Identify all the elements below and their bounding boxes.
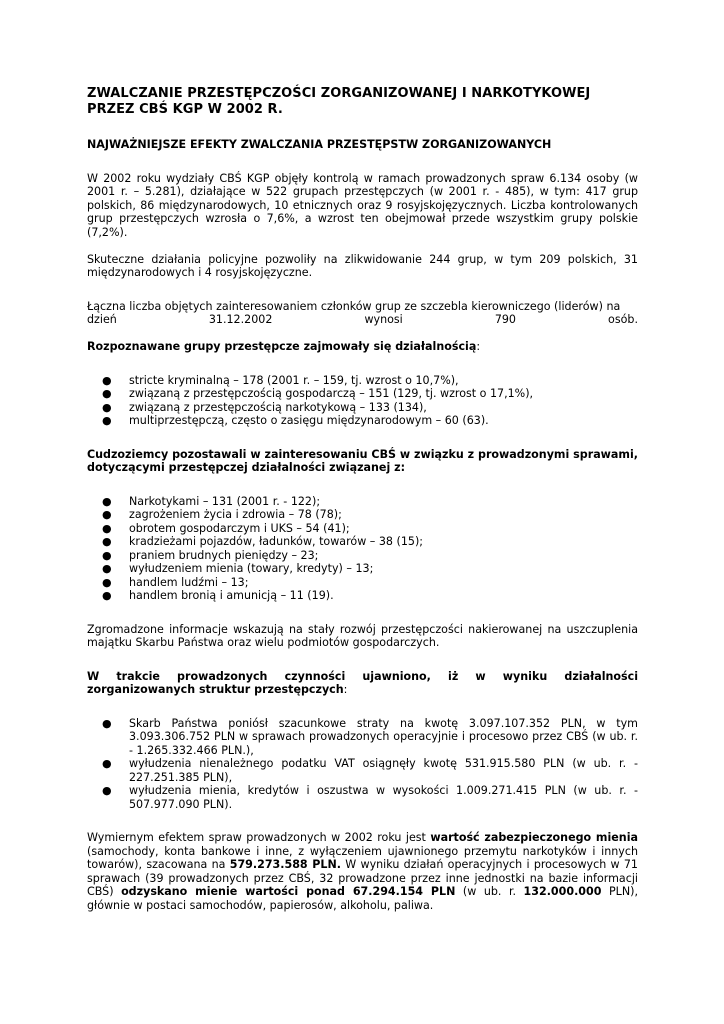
bullet-icon: ● [102,535,112,548]
document-page [87,86,638,912]
leaders-line-1: Łączna liczba objętych zainteresowaniem członków grup ze szczebla kierowniczego (liderów) na [87,299,621,313]
list-item: ● wyłudzenia mienia, kredytów i oszustwa w wysokości 1.009.271.415 PLN (w ub. r. - 507.977.090 PLN). [102,784,638,811]
list-item: ● zagrożeniem życia i zdrowia – 78 (78); [102,508,342,521]
losses-heading: W trakcie prowadzonych czynności ujawniono, iż w wyniku działalności zorganizowanych struktur przestępczych: [87,669,638,696]
list-item: ● handlem bronią i amunicją – 11 (19). [102,589,334,602]
list-item: ● stricte kryminalną – 178 (2001 r. – 159, tj. wzrost o 10,7%), [102,373,459,387]
list-item: ● obrotem gospodarczym i UKS – 54 (41); [102,521,350,535]
document-title [87,86,638,118]
paragraph-trend: Zgromadzone informacje wskazują na stały rozwój przestępczości nakierowanej na uszczuplenia majątku Skarbu Państwa oraz wielu podmiotów gospodarczych. [87,622,638,649]
bullet-icon: ● [102,508,112,521]
groups-heading [87,340,638,354]
foreigners-heading: Cudzoziemcy pozostawali w zainteresowaniu CBŚ w związku z prowadzonymi sprawami, dotyczącymi przestępczej działalności związanej z: [87,447,638,474]
list-item: ● związaną z przestępczością gospodarczą – 151 (129, tj. wzrost o 17,1%), [102,387,534,400]
losses-list [87,717,638,812]
list-item: ● kradzieżami pojazdów, ładunków, towarów – 38 (15); [102,535,424,548]
list-item: ● Narkotykami – 131 (2001 r. - 122); [102,494,321,508]
bullet-icon: ● [102,589,112,602]
list-item: ● multiprzestępczą, często o zasięgu międzynarodowym – 60 (63). [102,414,489,427]
section-subtitle: NAJWAŻNIEJSZE EFEKTY ZWALCZANIA PRZESTĘPSTW ZORGANIZOWANYCH [87,138,552,151]
bullet-icon: ● [102,548,112,562]
bullet-icon: ● [102,414,112,427]
bullet-icon: ● [102,575,112,589]
bullet-icon: ● [102,757,112,770]
list-item: ● związaną z przestępczością narkotykową – 133 (134), [102,400,427,414]
leaders-word: 790 [494,313,516,326]
bullet-icon: ● [102,373,112,387]
bullet-icon: ● [102,494,112,508]
paragraph-liquidated-groups: Skuteczne działania policyjne pozwoliły na zlikwidowanie 244 grup, w tym 209 polskich, 31 międzynarodowych i 4 rosyjskojęzyczne. [87,252,638,279]
bullet-icon: ● [102,387,112,400]
groups-heading-text: Rozpoznawane grupy przestępcze zajmowały się działalnością [87,340,477,353]
title-line-2: PRZEZ CBŚ KGP W 2002 R. [87,102,283,117]
paragraph-secured-assets: Wymiernym efektem spraw prowadzonych w 2002 roku jest wartość zabezpieczonego mienia (samochody, konta bankowe i inne, z wyłączeniem ujawnionego przemytu narkotyków i innych towarów), szacowana na 579.273.588 PLN. W wyniku działań operacyjnych i procesowych w 71 sprawach (39 prowadzonych przez CBŚ, 32 prowadzone przez inne jednostki na bazie informacji CBŚ) odzyskano mienie wartości ponad 67.294.154 PLN (w ub. r. 132.000.000 PLN), głównie w postaci samochodów, papierosów, alkoholu, paliwa. [87,831,638,912]
leaders-word: wynosi [364,313,403,326]
leaders-word: dzień [87,313,117,326]
groups-heading-colon: : [476,340,481,353]
paragraph-controlled-groups: W 2002 roku wydziały CBŚ KGP objęły kontrolą w ramach prowadzonych spraw 6.134 osoby (w 2001 r. – 5.281), działające w 522 grupach przestępczych (w 2001 r. - 485), w tym: 417 grup polskich, 86 międzynarodowych, 10 etnicznych oraz 9 rosyjskojęzycznych. Liczba kontrolowanych grup przestępczych wzrosła o 7,6%, a wzrost ten obejmował przede wszystkim grupy polskie (7,2%). [87,171,638,239]
list-item: ● handlem ludźmi – 13; [102,575,249,589]
bullet-icon: ● [102,521,112,535]
groups-list [87,374,638,428]
title-line-1: ZWALCZANIE PRZESTĘPCZOŚCI ZORGANIZOWANEJ I NARKOTYKOWEJ [87,86,591,101]
list-item: ● praniem brudnych pieniędzy – 23; [102,548,319,562]
list-item: ● wyłudzenia nienależnego podatku VAT osiągnęły kwotę 531.915.580 PLN (w ub. r. - 227.251.385 PLN), [102,757,638,784]
list-item: ● wyłudzeniem mienia (towary, kredyty) – 13; [102,562,374,575]
bullet-icon: ● [102,784,112,797]
list-item: ● Skarb Państwa poniósł szacunkowe straty na kwotę 3.097.107.352 PLN, w tym 3.093.306.752 PLN w sprawach prowadzonych operacyjnie i procesowo przez CBŚ (w ub. r. - 1.265.332.466 PLN.), [102,716,638,757]
bullet-icon: ● [102,400,112,414]
leaders-word: osób. [608,313,638,326]
paragraph-leaders [87,300,638,314]
foreigners-list [87,495,638,603]
leaders-word: 31.12.2002 [208,313,273,326]
bullet-icon: ● [102,562,112,575]
bullet-icon: ● [102,716,112,730]
leaders-line-2 [87,313,638,327]
